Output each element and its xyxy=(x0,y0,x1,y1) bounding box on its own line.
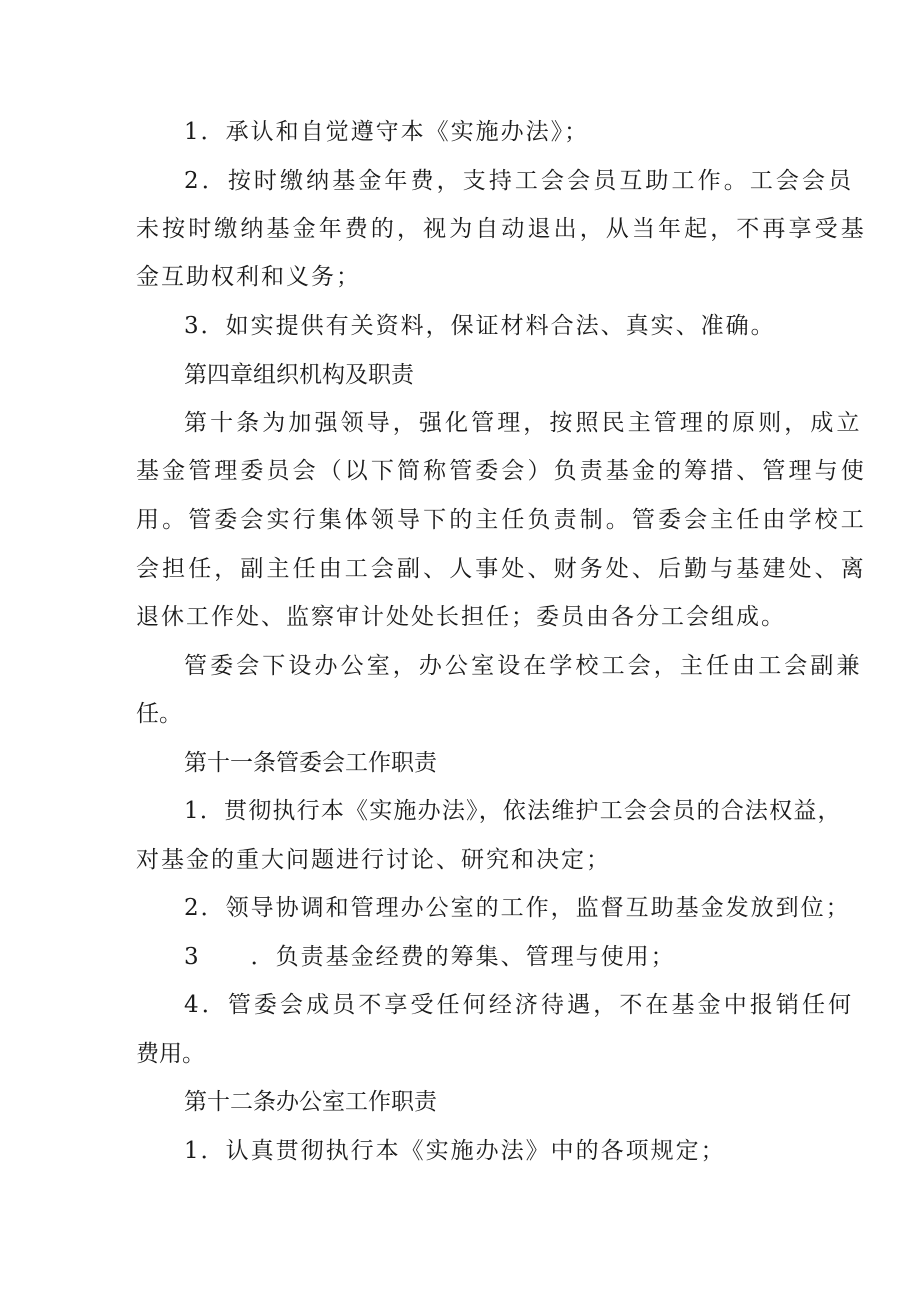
paragraph-line xyxy=(0,646,920,686)
paragraph-line xyxy=(0,985,920,1025)
line-text: 2．按时缴纳基金年费，支持工会会员互助工作。工会会员 xyxy=(184,168,855,194)
line-text: 退休工作处、监察审计处处长担任；委员由各分工会组成。 xyxy=(136,604,786,630)
line-text: 未按时缴纳基金年费的，视为自动退出，从当年起，不再享受基 xyxy=(136,216,867,242)
line-text: 基金管理委员会（以下简称管委会）负责基金的筹措、管理与使 xyxy=(136,458,867,484)
paragraph-line xyxy=(0,1131,920,1171)
line-text: 1．认真贯彻执行本《实施办法》中的各项规定； xyxy=(184,1138,726,1164)
line-text: 会担任，副主任由工会副、人事处、财务处、后勤与基建处、离 xyxy=(136,556,867,582)
paragraph-line xyxy=(0,451,920,491)
line-text: 任。 xyxy=(136,701,182,727)
line-text: 金互助权利和义务； xyxy=(136,264,361,290)
article-heading xyxy=(0,743,920,783)
paragraph-line xyxy=(0,888,920,928)
paragraph-line xyxy=(0,209,920,249)
line-text: 管委会下设办公室，办公室设在学校工会，主任由工会副兼 xyxy=(184,653,863,679)
article-heading xyxy=(0,1082,920,1122)
line-text: 4．管委会成员不享受任何经济待遇，不在基金中报销任何 xyxy=(184,992,855,1018)
line-text: 对基金的重大问题进行讨论、研究和决定； xyxy=(136,847,611,873)
line-text: 第十二条办公室工作职责 xyxy=(184,1089,437,1115)
line-text: 1．承认和自觉遵守本《实施办法》； xyxy=(184,119,590,145)
paragraph-line xyxy=(0,549,920,589)
paragraph-line xyxy=(0,403,920,443)
line-text: 2．领导协调和管理办公室的工作，监督互助基金发放到位； xyxy=(184,895,851,921)
line-text: 用。管委会实行集体领导下的主任负责制。管委会主任由学校工 xyxy=(136,507,867,533)
paragraph-line xyxy=(0,597,920,637)
paragraph-line xyxy=(0,791,920,831)
line-text: 3．如实提供有关资料，保证材料合法、真实、准确。 xyxy=(184,313,776,339)
paragraph-line xyxy=(0,500,920,540)
chapter-heading xyxy=(0,355,920,395)
line-text: 第四章组织机构及职责 xyxy=(184,362,414,388)
paragraph-line xyxy=(0,694,920,734)
line-text: 费用。 xyxy=(136,1041,205,1067)
paragraph-line xyxy=(0,257,920,297)
paragraph-line xyxy=(0,1034,920,1074)
paragraph-line xyxy=(0,161,920,201)
line-text: 第十一条管委会工作职责 xyxy=(184,750,437,776)
line-text: 1．贯彻执行本《实施办法》，依法维护工会会员的合法权益， xyxy=(184,798,842,824)
paragraph-line xyxy=(0,306,920,346)
line-text: 第十条为加强领导，强化管理，按照民主管理的原则，成立 xyxy=(184,410,863,436)
paragraph-line xyxy=(0,937,920,977)
paragraph-line xyxy=(0,112,920,152)
line-text: 3 ．负责基金经费的筹集、管理与使用； xyxy=(184,944,676,970)
paragraph-line xyxy=(0,840,920,880)
